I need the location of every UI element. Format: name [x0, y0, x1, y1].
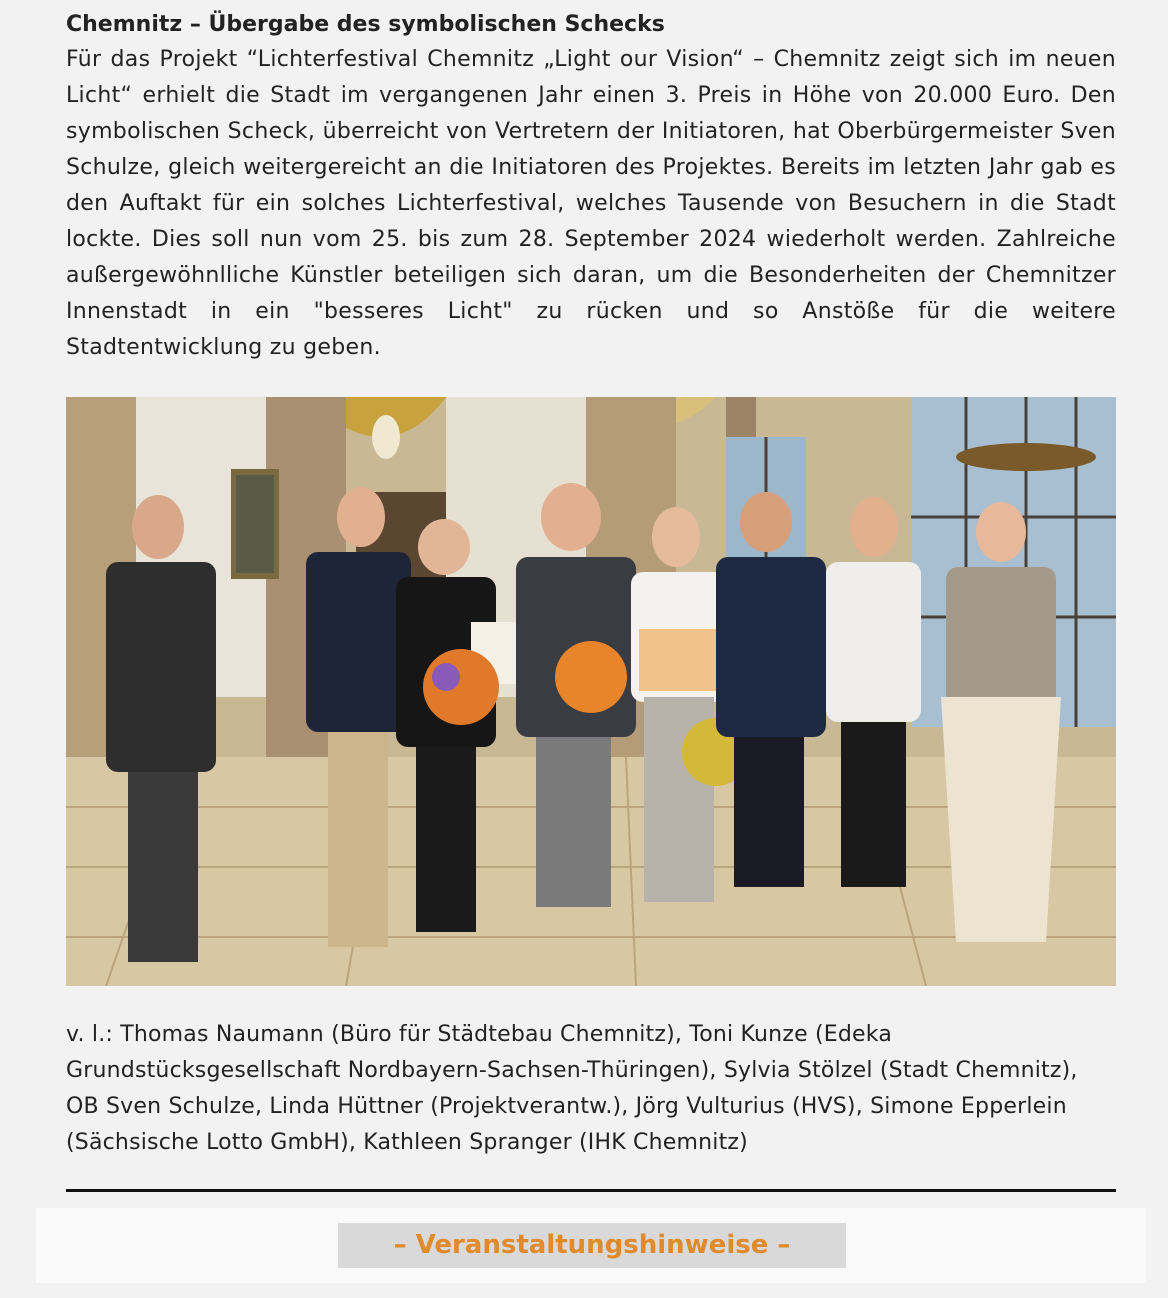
article	[66, 8, 1116, 366]
article-title: Chemnitz – Übergabe des symbolischen Schecks	[66, 12, 665, 37]
events-button[interactable]: – Veranstaltungshinweise –	[338, 1223, 846, 1268]
article-body: Für das Projekt “Lichterfestival Chemnitz „Light our Vision“ – Chemnitz zeigt sich im neuen Licht“ erhielt die Stadt im vergangenen Jahr einen 3. Preis in Höhe von 20.000 Euro. Den symbolischen Scheck, überreicht von Vertretern der Initiatoren, hat Oberbürgermeister Sven Schulze, gleich weitergereicht an die Initiatoren des Projektes. Bereits im letzten Jahr gab es den Auftakt für ein solches Lichterfestival, welches Tausende von Besuchern in die Stadt lockte. Dies soll nun vom 25. bis zum 28. September 2024 wiederholt werden. Zahlreiche außergewöhnlliche Künstler beteiligen sich daran, um die Besonderheiten der Chemnitzer Innenstadt in ein "besseres Licht" zu rücken und so Anstöße für die weitere Stadtentwicklung zu geben.	[66, 47, 1116, 360]
group-photo-illustration	[66, 397, 1116, 986]
photo-caption: v. l.: Thomas Naumann (Büro für Städtebau Chemnitz), Toni Kunze (Edeka Grundstücksgesellschaft Nordbayern-Sachsen-Thüringen), Sylvia Stölzel (Stadt Chemnitz), OB Sven Schulze, Linda Hüttner (Projektverantw.), Jörg Vulturius (HVS), Simone Epperlein (Sächsische Lotto GmbH), Kathleen Spranger (IHK Chemnitz)	[66, 1022, 1078, 1155]
group-photo	[66, 397, 1116, 986]
section-divider	[66, 1189, 1116, 1192]
